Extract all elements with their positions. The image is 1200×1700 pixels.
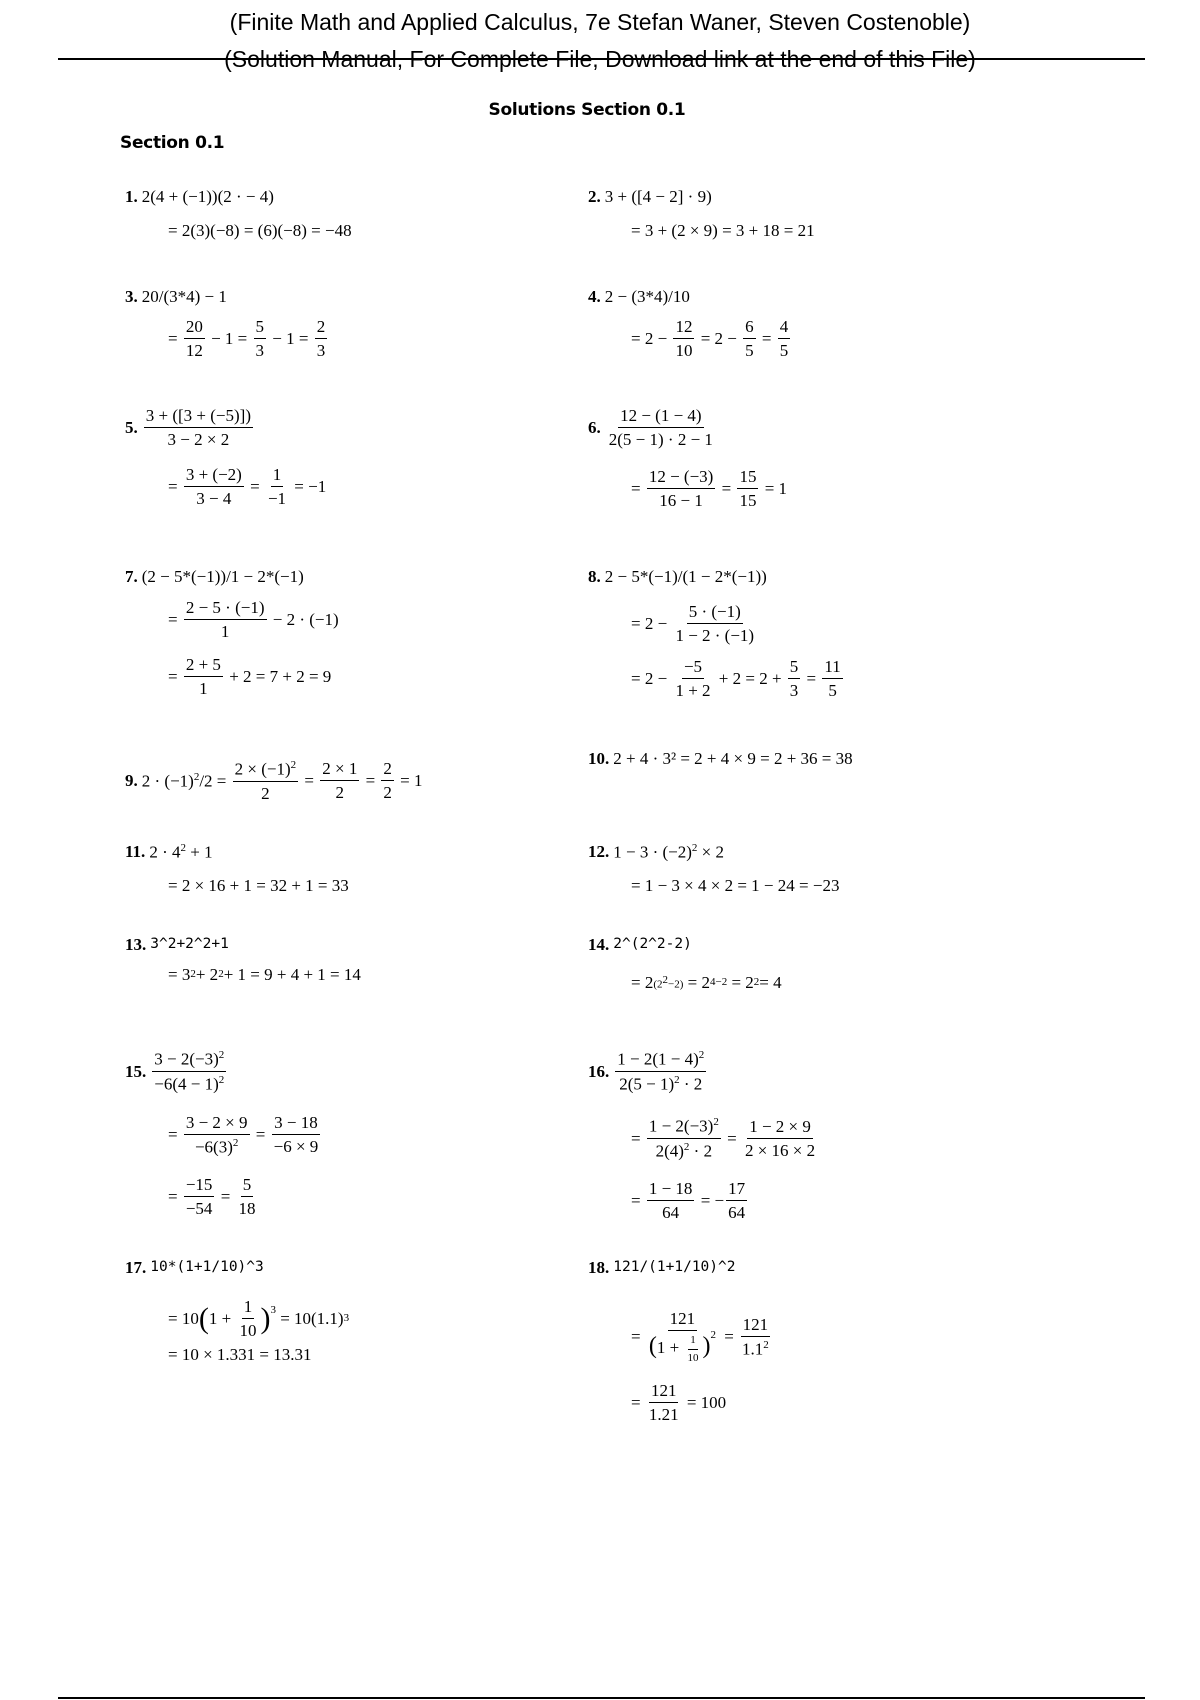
document-header-line-1: (Finite Math and Applied Calculus, 7e Stefan Waner, Steven Costenoble) bbox=[229, 9, 971, 35]
solution-step: = 10 × 1.331 = 13.31 bbox=[168, 1345, 312, 1364]
problem-number: 9. bbox=[125, 771, 138, 791]
solution-step: = 2 − $\frac{12}{10}$ = 2 − $\frac{6}{5}$ = $\frac{4}{5}$ bbox=[631, 317, 789, 360]
problem-number: 13. bbox=[125, 935, 147, 954]
problem-expression: 2 − 5*(−1)/(1 − 2*(−1)) bbox=[604, 567, 767, 586]
solution-step: = $\frac{3 + (-2)}{3 - 4}$ = $\frac{1}{-1}$ = −1 bbox=[168, 465, 327, 508]
solution-step: = 10 ( 1 + $\frac{1}{10}$ ) $^3$ = 10(1.1) $_3$ bbox=[168, 1297, 350, 1340]
solution-step: = 2(3)(−8) = (6)(−8) = −48 bbox=[168, 221, 352, 240]
problem-number: 7. bbox=[125, 567, 138, 586]
solution-step: = $\frac{2 + 5}{1}$ + 2 = 7 + 2 = 9 bbox=[168, 655, 332, 698]
solution-step: = 121 (1 + $\frac{1}{10}$ )$^2$ = $\frac{121}{1.1^2}$ bbox=[631, 1309, 769, 1364]
problem-number: 15. bbox=[125, 1061, 147, 1081]
problem-number: 3. bbox=[125, 287, 138, 306]
solution-step: = 3 2 + 2 2 + 1 = 9 + 4 + 1 = 14 bbox=[168, 965, 361, 984]
problem-expression: $1 - 3 \cdot (-2)^2 \times 2$ bbox=[613, 842, 725, 862]
problem-number: 16. bbox=[588, 1061, 610, 1081]
solution-step: = $\frac{2 - 5 \cdot (-1)}{1}$ − 2 · (−1) bbox=[168, 598, 339, 641]
problem-number: 17. bbox=[125, 1258, 147, 1277]
solution-step: = $\frac{20}{12}$ − 1 = $\frac{5}{3}$ − 1 = $\frac{2}{3}$ bbox=[168, 317, 326, 360]
problem-expression: 3 + ([4 − 2] · 9) bbox=[604, 187, 712, 206]
solution-step: = 2 $(2^2-2)$ = 2 4−2 = 2 2 = 4 bbox=[631, 973, 782, 992]
problem-expression: $\frac{1 - 2(1 - 4)^2}{2(5 - 1)^2 \cdot 2}$ bbox=[617, 1049, 705, 1094]
problem-expression: 10*(1+1/10)^3 bbox=[150, 1259, 264, 1276]
solution-step: = $\frac{-15}{-54}$ = $\frac{5}{18}$ bbox=[168, 1175, 256, 1218]
problem-expression: $\frac{3 + ([3 + (-5)])}{3 - 2 \times 2}$ bbox=[145, 406, 251, 449]
problem-number: 18. bbox=[588, 1258, 610, 1277]
problem-number: 5. bbox=[125, 418, 138, 437]
document-header-line-2: (Solution Manual, For Complete File, Download link at the end of this File) bbox=[224, 46, 976, 72]
problem-number: 10. bbox=[588, 749, 610, 768]
solution-step: = $\frac{121}{1.21}$ = 100 bbox=[631, 1381, 727, 1424]
problem-expression: $\frac{3 - 2(-3)^2}{-6(4 - 1)^2}$ bbox=[154, 1049, 225, 1094]
solution-step: = 2 − $\frac{-5}{1 + 2}$ + 2 = 2 + $\frac{5}{3}$ = $\frac{11}{5}$ bbox=[631, 657, 841, 700]
solution-step: = $\frac{1 - 18}{64}$ = − $\frac{17}{64}$ bbox=[631, 1179, 746, 1222]
problem-number: 6. bbox=[588, 418, 601, 437]
problem-expression: (2 − 5*(−1))/1 − 2*(−1) bbox=[141, 567, 304, 586]
problem-number: 11. bbox=[125, 842, 146, 862]
problem-expression: 121/(1+1/10)^2 bbox=[613, 1259, 736, 1276]
problem-expression: 2 − (3*4)/10 bbox=[604, 287, 690, 306]
page-title: Solutions Section 0.1 bbox=[488, 100, 686, 120]
problem-expression: $\frac{12 - (1 - 4)}{2(5 - 1) \cdot 2 - 1}$ bbox=[608, 406, 713, 449]
problem-number: 1. bbox=[125, 187, 138, 206]
solution-step: = 2 − $\frac{5 \cdot (-1)}{1 - 2 \cdot (-1)}$ bbox=[631, 602, 755, 645]
problem-expression: 20/(3*4) − 1 bbox=[141, 287, 227, 306]
footer-rule bbox=[58, 1697, 1145, 1699]
solution-step: = $\frac{3 - 2 \times 9}{-6(3)^2}$ = $\frac{3 - 18}{-6 \times 9}$ bbox=[168, 1113, 319, 1157]
problem-expression: 2^(2^2-2) bbox=[613, 936, 692, 953]
solution-step: = $\frac{1 - 2(-3)^2}{2(4)^2 \cdot 2}$ = $\frac{1 - 2 \times 9}{2 \times 16 \times 2}$ bbox=[631, 1116, 816, 1161]
problem-number: 2. bbox=[588, 187, 601, 206]
problem-expression: 2(4 + (−1))(2 · − 4) bbox=[141, 187, 274, 206]
problem-number: 8. bbox=[588, 567, 601, 586]
solution-step: = 1 − 3 × 4 × 2 = 1 − 24 = −23 bbox=[631, 876, 840, 895]
problem-expression: 3^2+2^2+1 bbox=[150, 936, 229, 953]
problem-number: 14. bbox=[588, 935, 610, 954]
solution-step: = 2 × 16 + 1 = 32 + 1 = 33 bbox=[168, 876, 349, 895]
solution-step: = 3 + (2 × 9) = 3 + 18 = 21 bbox=[631, 221, 815, 240]
header-rule bbox=[58, 58, 1145, 60]
solution-step: = $\frac{12 - (-3)}{16 - 1}$ = $\frac{15}{15}$ = 1 bbox=[631, 467, 788, 510]
problem-expression: $2 \cdot 4^2 + 1$ bbox=[149, 842, 213, 862]
section-label: Section 0.1 bbox=[120, 133, 225, 153]
problem-number: 12. bbox=[588, 842, 610, 862]
problem-expression: $2 \cdot (-1)^2/2$ = bbox=[141, 771, 231, 791]
problem-expression: 2 + 4 · 3² = 2 + 4 × 9 = 2 + 36 = 38 bbox=[613, 749, 853, 768]
problem-number: 4. bbox=[588, 287, 601, 306]
